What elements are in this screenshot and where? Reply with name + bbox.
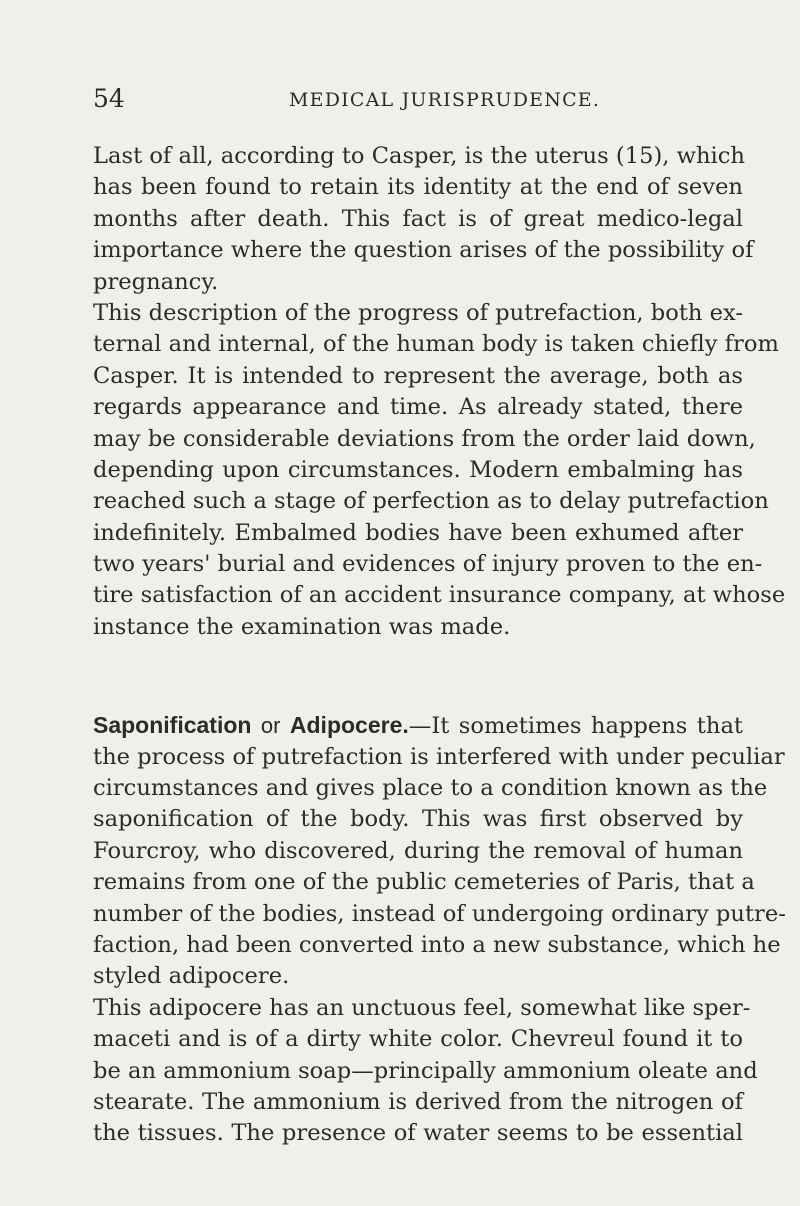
paragraph-adipocere [93, 993, 758, 1150]
text-line: faction, had been converted into a new substance, which he [93, 931, 781, 958]
text-line: months after death. This fact is of great medico-legal [93, 205, 743, 232]
text-line: instance the examination was made. [93, 613, 511, 640]
text-line: regards appearance and time. As already stated, there [93, 394, 743, 421]
text-line: styled adipocere. [93, 963, 290, 990]
section-heading-or: or [260, 713, 281, 739]
page-number: 54 [93, 84, 125, 113]
text-line: may be considerable deviations from the order laid down, [93, 425, 756, 452]
text-line: Casper. It is intended to represent the average, both as [93, 362, 743, 389]
text-line: be an ammonium soap—principally ammonium oleate and [93, 1057, 758, 1084]
text-line: maceti and is of a dirty white color. Chevreul found it to [93, 1026, 743, 1053]
paragraph-uterus [93, 141, 754, 298]
section-spacer [93, 643, 743, 710]
section-heading-term-alt: Adipocere. [289, 712, 409, 739]
text-line: importance where the question arises of the possibility of [93, 237, 754, 264]
text-line: number of the bodies, instead of undergoing ordinary putre- [93, 900, 786, 927]
text-line: stearate. The ammonium is derived from the nitrogen of [93, 1088, 743, 1115]
running-header [93, 84, 743, 114]
section-heading-term: Saponification [93, 712, 252, 739]
running-title: MEDICAL JURISPRUDENCE. [289, 89, 601, 111]
text-line: Last of all, according to Casper, is the uterus (15), which [93, 143, 745, 169]
text-line: pregnancy. [93, 268, 219, 295]
text-line: circumstances and gives place to a condition known as the [93, 775, 768, 802]
body-text [93, 141, 786, 1150]
text-line: indefinitely. Embalmed bodies have been exhumed after [93, 519, 743, 546]
text-line: two years' burial and evidences of injury proven to the en- [93, 551, 763, 578]
section-heading-continuation: —It sometimes happens that [408, 713, 743, 740]
text-line: the process of putrefaction is interfered with under peculiar [93, 743, 785, 770]
text-line: reached such a stage of perfection as to delay putrefaction [93, 488, 769, 515]
text-line: depending upon circumstances. Modern embalming has [93, 456, 743, 483]
text-line: tire satisfaction of an accident insurance company, at whose [93, 582, 786, 609]
text-line: saponification of the body. This was first observed by [93, 806, 743, 833]
text-line: remains from one of the public cemeteries of Paris, that a [93, 869, 755, 896]
section-saponification [93, 710, 786, 993]
paragraph-description [93, 298, 786, 643]
section-heading-line [93, 710, 743, 741]
text-line: ternal and internal, of the human body is taken chiefly from [93, 331, 779, 358]
text-line: has been found to retain its identity at the end of seven [93, 174, 743, 201]
text-line: Fourcroy, who discovered, during the removal of human [93, 837, 743, 864]
text-line: This description of the progress of putrefaction, both ex- [93, 299, 743, 326]
text-line: the tissues. The presence of water seems to be essential [93, 1120, 743, 1147]
text-line: This adipocere has an unctuous feel, somewhat like sper- [93, 994, 751, 1021]
